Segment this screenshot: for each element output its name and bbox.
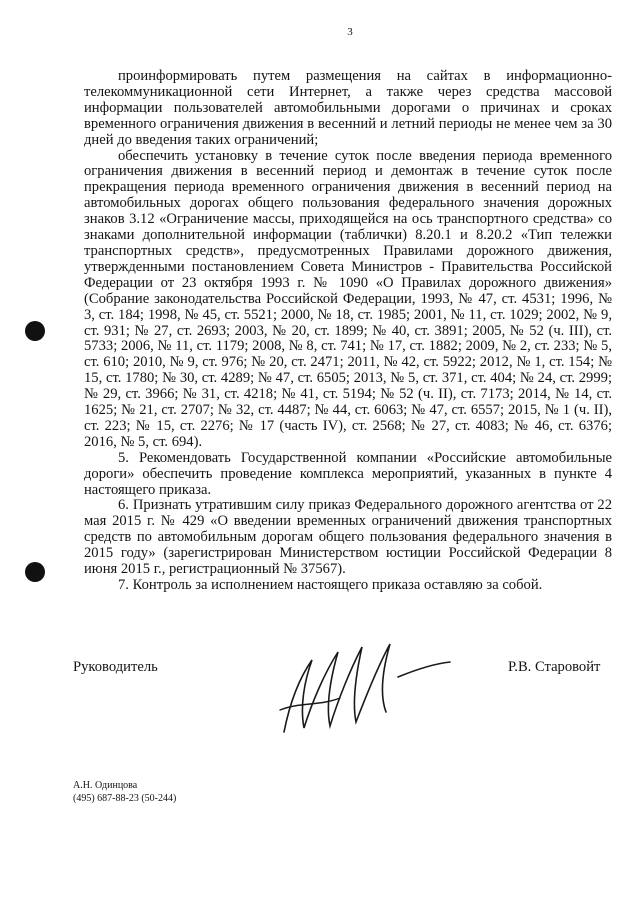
document-body (84, 69, 612, 594)
executor-phone: (495) 687-88-23 (50-244) (73, 792, 177, 804)
punch-hole-top (25, 321, 45, 341)
executor-name: А.Н. Одинцова (73, 780, 138, 791)
paragraph-7: 7. Контроль за исполнением настоящего приказа оставляю за собой. (118, 577, 543, 593)
paragraph-5: 5. Рекомендовать Государственной компании «Российские автомобильные дороги» обеспечить проведение комплекса мероприятий, указанных в пункте 4 настоящего приказа. (84, 449, 612, 498)
paragraph-install-signs: обеспечить установку в течение суток после введения периода временного ограничения движения в весенний период и демонтаж в течение суток после прекращения периода временного ограничения движения в весенний период на автомобильных дорогах общего пользования федерального значения дорожных знаков 3.12 «Ограничение массы, приходящейся на ось транспортного средства» со знаками дополнительной информации (таблички) 8.20.1 и 8.20.2 «Тип тележки транспортных средств», предусмотренных Правилами дорожного движения, утвержденными постановлением Совета Министров - Правительства Российской Федерации от 23 октября 1993 г. № 1090 «О Правилах дорожного движения» (Собрание законодательства Российской Федерации, 1993, № 47, ст. 4531; 1996, № 3, ст. 184; 1998, № 45, ст. 5521; 2000, № 18, ст. 1985; 2001, № 11, ст. 1029; 2002, № 9, ст. 931; № 27, ст. 2693; 2003, № 20, ст. 1899; № 40, ст. 3891; 2005, № 52 (ч. III), ст. 5733; 2006, № 11, ст. 1179; 2008, № 8, ст. 741; № 17, ст. 1882; 2009, № 2, ст. 233; № 5, ст. 610; 2010, № 9, ст. 976; № 20, ст. 2471; 2011, № 42, ст. 5922; 2012, № 1, ст. 154; № 15, ст. 1780; № 30, ст. 4289; № 47, ст. 6505; 2013, № 5, ст. 371, ст. 404; № 24, ст. 2999; № 29, ст. 3966; № 31, ст. 4218; № 41, ст. 5194; № 52 (ч. II), ст. 7173; 2014, № 14, ст. 1625; № 21, ст. 2707; № 32, ст. 4487; № 44, ст. 6063; № 47, ст. 6557; 2015, № 1 (ч. II), ст. 223; № 15, ст. 2276; № 17 (часть IV), ст. 2568; № 27, ст. 4083; № 46, ст. 6376; 2016, № 5, ст. 694). (84, 147, 612, 450)
executor-block (73, 780, 176, 805)
signatory-position: Руководитель (73, 659, 158, 675)
handwritten-signature (270, 632, 470, 737)
paragraph-inform: проинформировать путем размещения на сайтах в информационно-телекоммуникационной сети Интернет, а также через средства массовой информации пользователей автомобильными дорогами о причинах и сроках временного ограничения движения в весенний и летний периоды не менее чем за 30 дней до введения таких ограничений; (84, 68, 612, 148)
signatory-name: Р.В. Старовойт (508, 659, 601, 675)
paragraph-6: 6. Признать утратившим силу приказ Федерального дорожного агентства от 22 мая 2015 г. № 429 «О введении временных ограничений движения транспортных средств по автомобильным дорогам общего пользования федерального значения в 2015 году» (зарегистрирован Министерством юстиции Российской Федерации 8 июня 2015 г., регистрационный № 37567). (84, 497, 612, 578)
punch-hole-bottom (25, 562, 45, 582)
page-number: 3 (347, 26, 353, 38)
